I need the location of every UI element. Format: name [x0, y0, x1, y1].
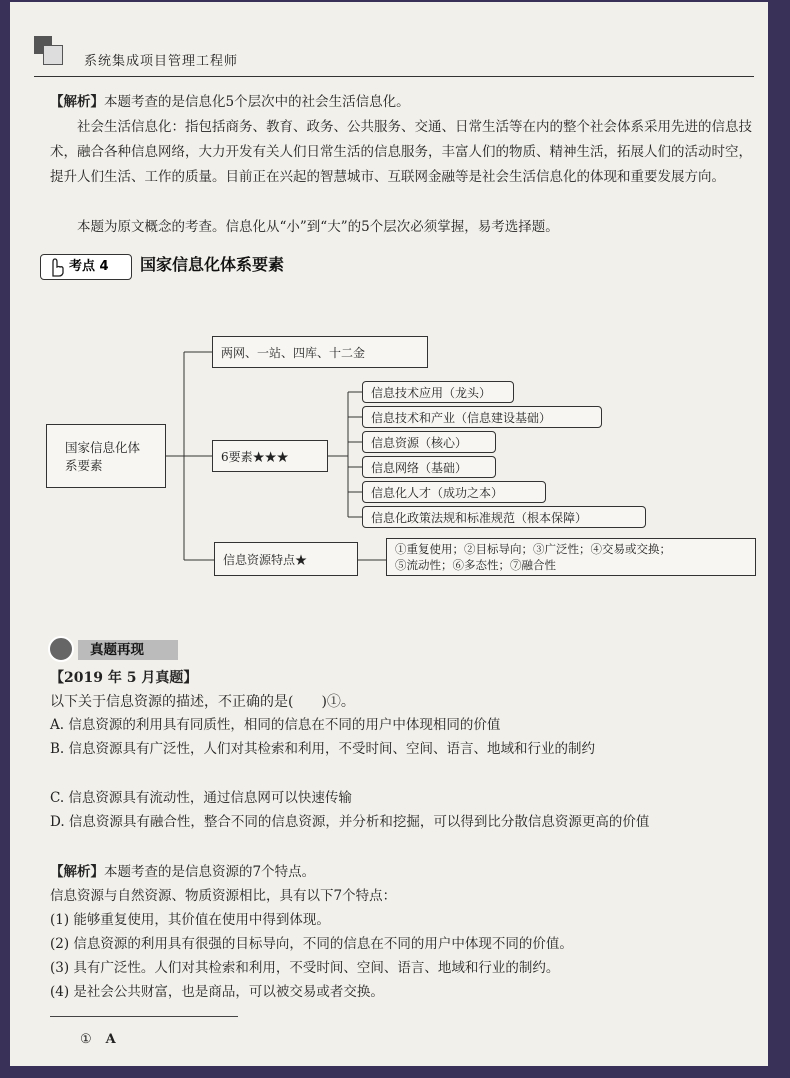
element-item: 信息化政策法规和标准规范（根本保障）: [362, 506, 646, 528]
analysis-2-point: (1) 能够重复使用，其价值在使用中得到体现。: [50, 912, 330, 928]
mindmap-branch-elements: 6要素★★★: [212, 440, 328, 472]
footnote-divider: [50, 1016, 238, 1017]
page: [10, 2, 768, 1066]
question-option: C. 信息资源具有流动性，通过信息网可以快速传输: [50, 790, 352, 806]
analysis-lead-text: 本题考查的是信息化5个层次中的社会生活信息化。: [104, 94, 410, 110]
lightbulb-icon: [48, 636, 74, 662]
features-line-1: ①重复使用；②目标导向；③广泛性；④交易或交换；: [395, 542, 671, 556]
zhenti-badge: [48, 636, 178, 662]
analysis-2-point: (2) 信息资源的利用具有很强的目标导向，不同的信息在不同的用户中体现不同的价值。: [50, 936, 573, 952]
footnote: [80, 1032, 116, 1047]
analysis-2-lead: [50, 860, 760, 885]
analysis-lead-text: 本题考查的是信息资源的7个特点。: [104, 864, 316, 880]
footnote-mark: ①: [80, 1032, 92, 1047]
analysis-2-intro: 信息资源与自然资源、物质资源相比，具有以下7个特点：: [50, 888, 397, 904]
kaodian-label: 考点 4: [69, 259, 109, 274]
analysis-2-point: (3) 具有广泛性。人们对其检索和利用，不受时间、空间、语言、地域和行业的制约。: [50, 960, 560, 976]
element-item: 信息资源（核心）: [362, 431, 496, 453]
analysis-tag: 【解析】: [50, 864, 104, 880]
analysis-2-point: (4) 是社会公共财富，也是商品，可以被交易或者交换。: [50, 984, 384, 1000]
mindmap-root: 国家信息化体系要素: [46, 424, 166, 488]
mindmap-branch-resources: 信息资源特点★: [214, 542, 358, 576]
mindmap-branch-networks: 两网、一站、四库、十二金: [212, 336, 428, 368]
question-option: A. 信息资源的利用具有同质性，相同的信息在不同的用户中体现相同的价值: [50, 717, 501, 733]
resource-features-box: [386, 538, 756, 576]
book-title: 系统集成项目管理工程师: [84, 54, 239, 69]
element-item: 信息技术应用（龙头）: [362, 381, 514, 403]
element-item: 信息技术和产业（信息建设基础）: [362, 406, 602, 428]
question-stem: 以下关于信息资源的描述，不正确的是( )①。: [50, 694, 355, 710]
kaodian-title: 国家信息化体系要素: [140, 255, 285, 274]
analysis-1-note: 本题为原文概念的考查。信息化从“小”到“大”的5个层次必须掌握，易考选择题。: [77, 219, 559, 235]
features-line-2: ⑤流动性；⑥多态性；⑦融合性: [395, 558, 556, 572]
element-item: 信息网络（基础）: [362, 456, 496, 478]
element-item: 信息化人才（成功之本）: [362, 481, 546, 503]
zhenti-label: 真题再现: [78, 640, 178, 660]
footnote-answer: A: [105, 1032, 116, 1047]
question-option: D. 信息资源具有融合性，整合不同的信息资源，并分析和挖掘，可以得到比分散信息资源更高的价值: [50, 814, 650, 830]
question-source: 【2019 年 5 月真题】: [50, 670, 198, 686]
analysis-tag: 【解析】: [50, 94, 104, 110]
question-option: B. 信息资源具有广泛性，人们对其检索和利用，不受时间、空间、语言、地域和行业的制约: [50, 741, 596, 757]
analysis-1-body: 社会生活信息化：指包括商务、教育、政务、公共服务、交通、日常生活等在内的整个社会体系采用先进的信息技术，融合各种信息网络，大力开发有关人们日常生活的信息服务，丰富人们的物质、精神生活，拓展人们的活动时空，提升人们生活、工作的质量。目前正在兴起的智慧城市、互联网金融等是社会生活信息化的体现和重要发展方向。: [50, 119, 752, 185]
